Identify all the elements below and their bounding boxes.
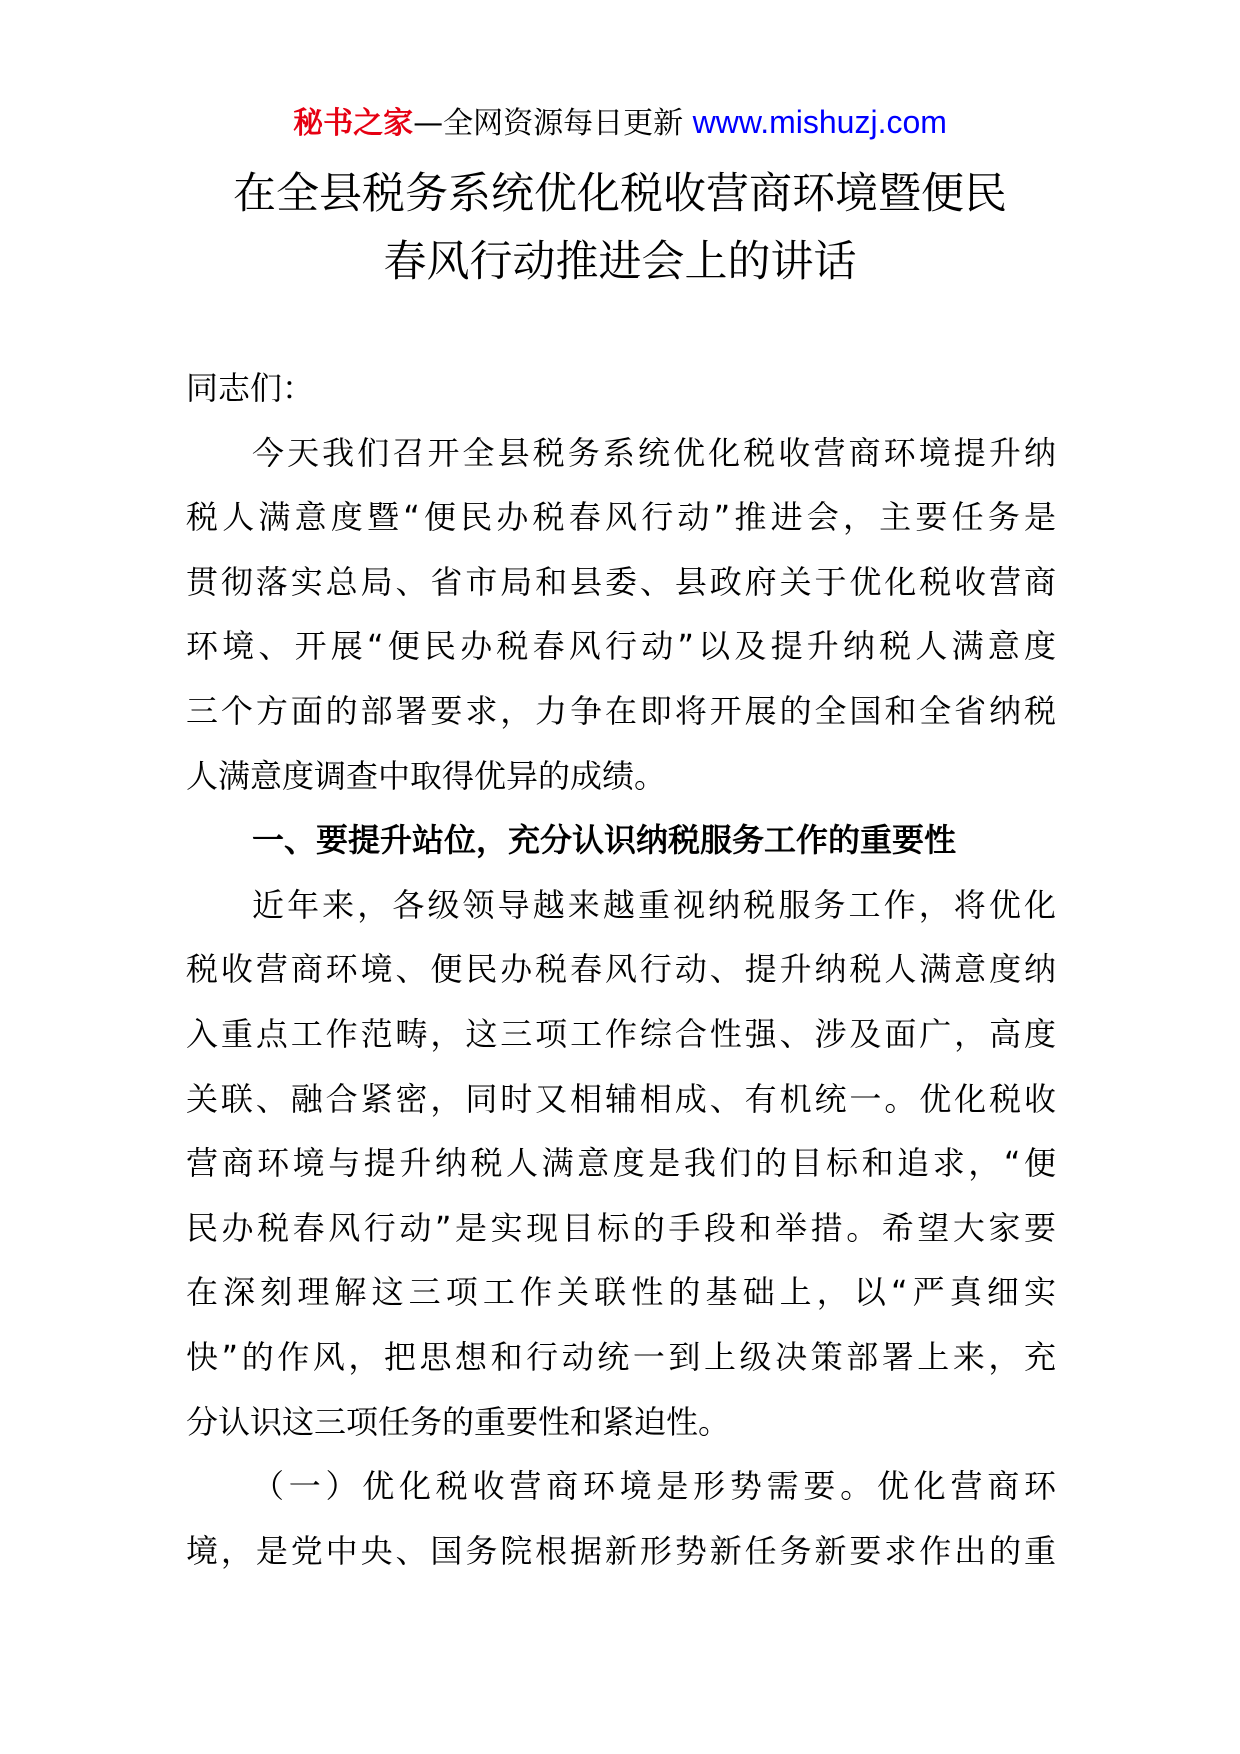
title-line: 春风行动推进会上的讲话 [383, 237, 857, 287]
paragraph-intro [186, 421, 1056, 809]
text-line: 入重点工作范畴，这三项工作综合性强、涉及面广，高度 [186, 1014, 1056, 1053]
text-line: 快”的作风，把思想和行动统一到上级决策部署上来，充 [186, 1337, 1056, 1376]
salutation: 同志们： [186, 369, 315, 407]
header-slogan: —全网资源每日更新 [413, 106, 684, 141]
document-title [150, 160, 1090, 296]
document-body [186, 356, 1056, 1583]
text-line: 关联、融合紧密，同时又相辅相成、有机统一。优化税收 [186, 1079, 1056, 1118]
paragraph-section-one [186, 873, 1056, 1454]
text-line: 税收营商环境、便民办税春风行动、提升纳税人满意度纳 [186, 950, 1056, 989]
brand-name: 秘书之家 [293, 106, 414, 141]
text-line: 分认识这三项任务的重要性和紧迫性。 [186, 1402, 731, 1441]
text-line: 民办税春风行动”是实现目标的手段和举措。希望大家要 [186, 1208, 1056, 1247]
text-line: 境，是党中央、国务院根据新形势新任务新要求作出的重 [186, 1531, 1056, 1570]
text-line: 营商环境与提升纳税人满意度是我们的目标和追求，“便 [186, 1144, 1056, 1183]
text-line: （一）优化税收营商环境是形势需要。优化营商环 [252, 1467, 1056, 1506]
text-line: 近年来，各级领导越来越重视纳税服务工作，将优化 [252, 885, 1056, 924]
text-line: 人满意度调查中取得优异的成绩。 [186, 756, 667, 795]
section-heading: 一、要提升站位，充分认识纳税服务工作的重要性 [252, 821, 957, 860]
text-line: 三个方面的部署要求，力争在即将开展的全国和全省纳税 [186, 691, 1056, 730]
text-line: 在深刻理解这三项工作关联性的基础上，以“严真细实 [186, 1273, 1056, 1312]
paragraph-subsection-one [186, 1454, 1056, 1583]
site-header [0, 100, 1240, 146]
site-url-link[interactable]: www.mishuzj.com [692, 104, 947, 140]
text-line: 税人满意度暨“便民办税春风行动”推进会，主要任务是 [186, 498, 1056, 537]
title-line: 在全县税务系统优化税收营商环境暨便民 [233, 169, 1007, 219]
text-line: 环境、开展“便民办税春风行动”以及提升纳税人满意度 [186, 627, 1056, 666]
text-line: 贯彻落实总局、省市局和县委、县政府关于优化税收营商 [186, 562, 1056, 601]
text-line: 今天我们召开全县税务系统优化税收营商环境提升纳 [252, 433, 1056, 472]
